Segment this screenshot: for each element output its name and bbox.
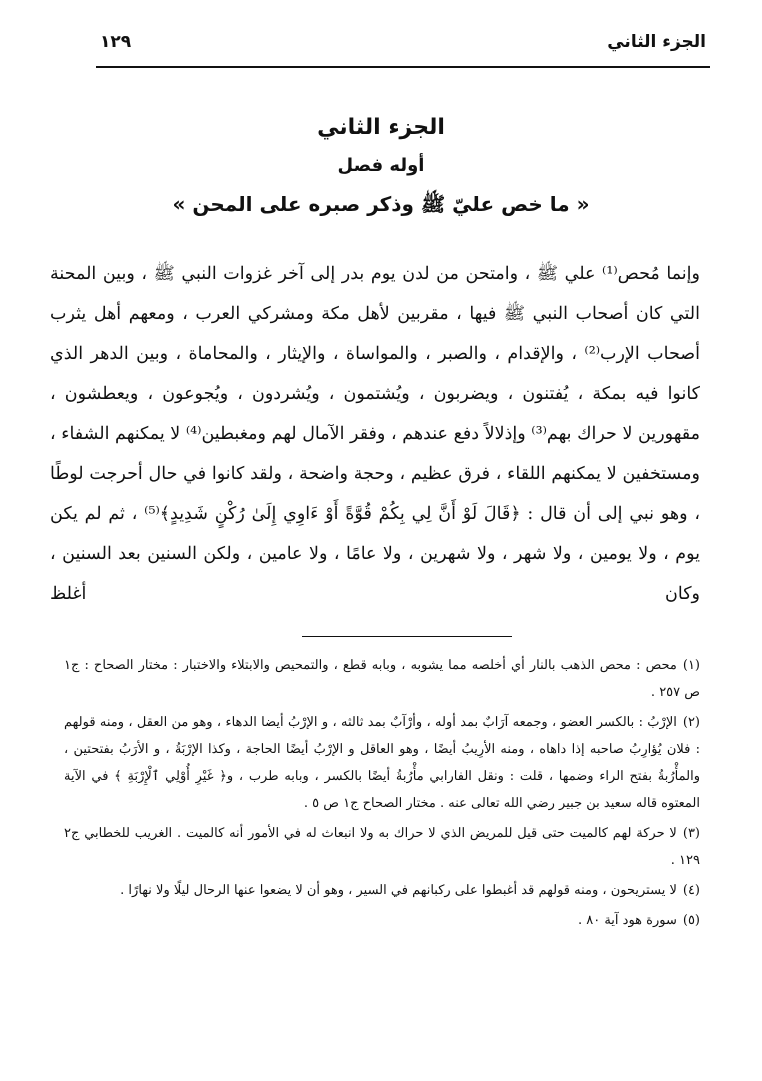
- page-header: [96, 26, 710, 68]
- footnote-1: [64, 652, 700, 706]
- main-text: [50, 254, 700, 614]
- footnote-text: لا يستريحون ، ومنه قولهم قد أغبطوا على ركبانهم في السير ، وهو أن لا يضعوا عنها الرحال ليلًا ولا نهارًا .: [120, 883, 677, 898]
- footnote-2: [64, 709, 700, 817]
- page-number: ١٢٩: [100, 32, 132, 52]
- footnote-number: (٥): [682, 913, 700, 928]
- main-paragraph: وإنما مُحص⁽¹⁾ علي ﷺ ، وامتحن من لدن يوم بدر إلى آخر غزوات النبي ﷺ ، وبين المحنة التي كان أصحاب النبي ﷺ فيها ، مقربين لأهل مكة ومشركي العرب ، ومعهم أهل يثرب أصحاب الإرب⁽²⁾ ، والإقدام ، والصبر ، والمواساة ، والإيثار ، والمحاماة ، وبين الدهر الذي كانوا فيه بمكة ، يُفتنون ، ويضربون ، ويُشتمون ، ويُشردون ، ويُجوعون ، ويعطشون ، مقهورين لا حراك بهم⁽³⁾ وإذلالاً دفع عندهم ، وفقر الآمال لهم ومغبطين⁽⁴⁾ لا يمكنهم الشفاء ، ومستخفين لا يمكنهم اللقاء ، فرق عظيم ، وحجة واضحة ، ولقد كانوا في حال أحرجت لوطًا ، وهو نبي إلى أن قال : ﴿قَالَ لَوْ أَنَّ لِي بِكُمْ قُوَّةً أَوْ ءَاوِي إِلَىٰ رُكْنٍ شَدِيدٍ﴾⁽⁵⁾ ، ثم لم يكن يوم ، ولا يومين ، ولا شهر ، ولا شهرين ، ولا عامًا ، ولا عامين ، ولكن السنين بعد السنين ، وكان أغلظ: [50, 264, 700, 604]
- part-title: الجزء الثاني: [317, 115, 445, 140]
- footnote-3: [64, 820, 700, 874]
- footnote-text: الإرْبُ : بالكسر العضو ، وجمعه آرَابٌ بمد أوله ، وأرْآبٌ بمد ثالثه ، و الإرْبُ أيضا الدهاء ، وهو من العقل ، ومنه قولهم : فلان يُؤارِبُ صاحبه إذا داهاه ، ومنه الأرِيبُ أيضًا ، وهو العاقل و الإرْبُ أيضًا الحاجة ، وكذا الإرْبَةُ ، و الأرَبُ بفتحتين ، والمأْرُبةُ بفتح الراء وضمها ، قلت : ونقل الفارابي مأْرُبةُ أيضًا بالكسر ، وبابه طرب ، و﴿ غَيْرِ أُوْلِي ٱلْإِرْبَةِ ﴾ في الآية المعتوه قاله سعيد بن جبير رضي الله تعالى عنه . مختار الصحاح ج١ ص ٥ .: [64, 715, 700, 811]
- footnote-divider: [302, 636, 512, 637]
- footnote-5: [64, 907, 700, 934]
- footnote-text: لا حركة لهم كالميت حتى قيل للمريض الذي لا حراك به ولا انبعاث له في الأمور أنه كالميت . الغريب للخطابي ج٢ ١٢٩ .: [64, 826, 700, 868]
- footnote-text: سورة هود آية ٨٠ .: [577, 913, 677, 928]
- footnote-number: (٣): [682, 826, 700, 841]
- footnotes: [64, 652, 700, 937]
- footnote-number: (٢): [682, 715, 700, 730]
- section-title: أوله فصل: [337, 155, 425, 176]
- chapter-title: « ما خص عليّ ﷺ وذكر صبره على المحن »: [172, 192, 590, 216]
- footnote-number: (١): [682, 658, 700, 673]
- footnote-text: محص : محص الذهب بالنار أي أخلصه مما يشوبه ، وبابه قطع ، والتمحيص والابتلاء والاختبار : مختار الصحاح : ج١ ص ٢٥٧ .: [64, 658, 700, 700]
- footnote-4: [64, 877, 700, 904]
- footnote-number: (٤): [682, 883, 700, 898]
- running-title: الجزء الثاني: [607, 32, 706, 52]
- headings-block: [60, 108, 702, 224]
